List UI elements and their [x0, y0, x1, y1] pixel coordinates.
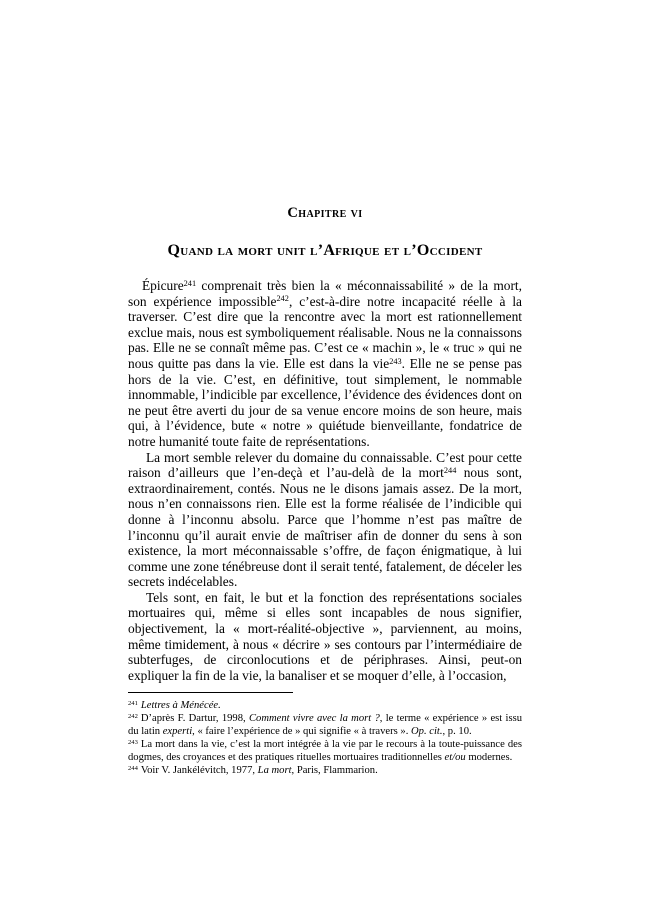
footnote-text: Voir V. Jankélévitch, 1977, La mort, Paris, Flammarion. [140, 765, 378, 777]
paragraph-1: Épicure$^{241}$ comprenait très bien la « méconnaissabilité » de la mort, son expérience impossible$^{242}$, c’est-à-dire notre incapacité réelle à la traverser. C’est dire que la rencontre avec la mort est rationnellement exclue mais, nous est symboliquement réalisable. Nous ne la connaissons pas. Elle ne se connaît même pas. C’est ce « machin », le « truc » qui ne nous quitte pas dans la vie. Elle est dans la vie$^{243}$. Elle ne se pense pas hors de la vie. C’est, en définitive, tout simplement, le nommable innommable, l’indicible par excellence, l’évidence des évidences dont on ne peut être averti du jour de sa venue encore moins de son heure, mais qui, à l’évidence, bute « notre » quiétude bienveillante, fondatrice de notre humanité toute faite de représentations. [128, 278, 523, 449]
footnote-text: La mort dans la vie, c’est la mort intégrée à la vie par le recours à la toute-puissance des dogmes, des croyances et des pratiques rituelles mortuaires traditionnelles et/ou modernes. [128, 739, 522, 764]
footnote-243 [128, 738, 522, 764]
paragraph-2: La mort semble relever du domaine du connaissable. C’est pour cette raison d’ailleurs que l’en-deçà et l’au-delà de la mort$^{244}$ nous sont, extraordinairement, contés. Nous ne le disons jamais assez. De la mort, nous n’en connaissons rien. Elle est la forme réalisée de l’indicible qui donne à l’inconnu absolu. Parce que l’homme n’est pas maître de l’inconnu qu’il aurait envie de maîtriser afin de donner du sens à son existence, la mort méconnaissable s’offre, de façon énigmatique, à lui comme une zone ténébreuse dont il serait tenté, fatalement, de déceler les secrets indécelables. [128, 449, 522, 590]
chapter-title: Chapitre vi [287, 205, 363, 221]
footnote-number: 244 [128, 765, 138, 773]
footnote-242 [128, 712, 522, 738]
footnote-text: D’après F. Dartur, 1998, Comment vivre avec la mort ?, le terme « expérience » est issu du latin experti, « faire l’expérience de » qui signifie « à travers ». Op. cit., p. 10. [128, 713, 522, 738]
footnote-text: Lettres à Ménécée. [140, 700, 221, 712]
footnote-number: 241 [128, 700, 138, 708]
footnote-241 [128, 699, 522, 712]
page-content [128, 0, 522, 777]
footnote-244 [128, 764, 522, 777]
footnote-number: 243 [128, 739, 138, 747]
paragraph-3: Tels sont, en fait, le but et la fonction des représentations sociales mortuaires qui, même si elles sont incapables de nous signifier, objectivement, la « mort-réalité-objective », parviennent, au moins, même timidement, à nous « décrire » ses contours par l’intermédiaire de subterfuges, de circonlocutions et de périphrases. Ainsi, peut-on expliquer la fin de la vie, la banaliser et se moquer d’elle, à l’occasion, [128, 589, 522, 683]
footnote-separator-rule [128, 692, 293, 693]
footnotes-section [128, 692, 522, 777]
section-title: Quand la mort unit l’Afrique et l’Occident [167, 242, 483, 259]
footnote-number: 242 [128, 713, 138, 721]
